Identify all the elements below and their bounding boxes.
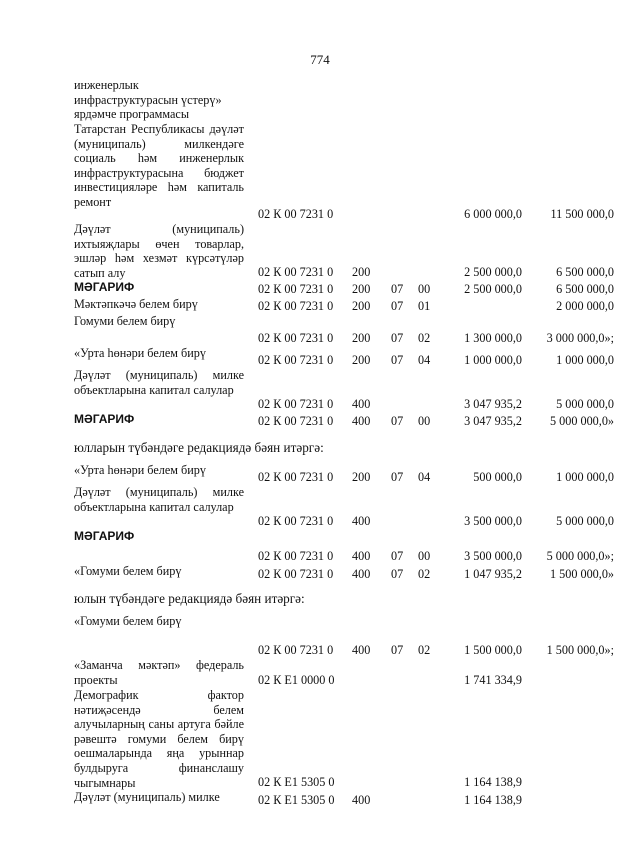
subsection-cell: 04 <box>418 353 431 368</box>
expense-type-cell: 400 <box>352 397 371 412</box>
expense-type-cell: 200 <box>352 299 371 314</box>
budget-code-cell: 02 К 00 7231 0 <box>258 470 334 485</box>
budget-code-cell: 02 К 00 7231 0 <box>258 567 334 582</box>
amount-year1-cell: 1 047 935,2 <box>464 567 522 582</box>
amount-year1-cell: 3 047 935,2 <box>464 397 522 412</box>
row-name: Демографик фактор нәтиҗәсендә белем алучыларның саны артуга бәйле рәвештә гомуми белем бирү оешмаларында яңа урыннар булдыруга финанслашу чыгымнары <box>74 688 244 790</box>
amount-year2-cell: 1 000 000,0 <box>556 470 614 485</box>
row-name: «Урта һөнәри белем бирү <box>74 463 206 477</box>
row-name: Дәүләт (муниципаль) милке объектларына капитал салулар <box>74 368 244 397</box>
amount-year2-cell: 6 500 000,0 <box>556 265 614 280</box>
instruction-note <box>0 429 640 463</box>
table-row <box>0 658 640 688</box>
section-cell: 07 <box>391 299 404 314</box>
row-name: Татарстан Республикасы дәүләт (муниципаль) милкендәге социаль һәм инженерлык инфраструктурасына бюджет инвестицияләре һәм капиталь ремонт <box>74 122 244 209</box>
budget-code-cell: 02 К Е1 5305 0 <box>258 793 335 808</box>
amount-year2-cell: 5 000 000,0 <box>556 397 614 412</box>
budget-code-cell: 02 К 00 7231 0 <box>258 549 334 564</box>
budget-code-cell: 02 К 00 7231 0 <box>258 397 334 412</box>
amount-year2-cell: 2 000 000,0 <box>556 299 614 314</box>
subsection-cell: 00 <box>418 282 431 297</box>
row-name: Мәктәпкәчә белем бирү <box>74 297 198 311</box>
section-cell: 07 <box>391 353 404 368</box>
budget-code-cell: 02 К 00 7231 0 <box>258 265 334 280</box>
amount-year2-cell: 6 500 000,0 <box>556 282 614 297</box>
row-name: «Гомуми белем бирү <box>74 564 182 578</box>
expense-type-cell: 400 <box>352 549 371 564</box>
budget-code-cell: 02 К Е1 0000 0 <box>258 673 335 688</box>
expense-type-cell: 400 <box>352 793 371 808</box>
row-name: «Урта һөнәри белем бирү <box>74 346 206 360</box>
budget-code-cell: 02 К 00 7231 0 <box>258 353 334 368</box>
table-row <box>0 688 640 790</box>
subsection-cell: 04 <box>418 470 431 485</box>
table-row <box>0 222 640 280</box>
table-row <box>0 297 640 314</box>
amount-year1-cell: 2 500 000,0 <box>464 282 522 297</box>
row-name: МӘГАРИФ <box>74 412 135 426</box>
table-row <box>0 790 640 808</box>
section-cell: 07 <box>391 549 404 564</box>
table-row <box>0 412 640 429</box>
budget-code-cell: 02 К 00 7231 0 <box>258 331 334 346</box>
budget-code-cell: 02 К 00 7231 0 <box>258 207 334 222</box>
section-cell: 07 <box>391 331 404 346</box>
row-name: Дәүләт (муниципаль) ихтыяҗлары өчен товарлар, эшләр һәм хезмәт күрсәтүләр сатып алу <box>74 222 244 280</box>
table-row <box>0 529 640 564</box>
amount-year1-cell: 6 000 000,0 <box>464 207 522 222</box>
budget-code-cell: 02 К 00 7231 0 <box>258 299 334 314</box>
amount-year1-cell: 1 500 000,0 <box>464 643 522 658</box>
row-name: МӘГАРИФ <box>74 529 135 543</box>
budget-code-cell: 02 К 00 7231 0 <box>258 643 334 658</box>
row-name: Гомуми белем бирү <box>74 314 176 328</box>
budget-code-cell: 02 К 00 7231 0 <box>258 414 334 429</box>
amount-year2-cell: 1 000 000,0 <box>556 353 614 368</box>
note-text: юлларын түбәндәге редакциядә бәян итәргә: <box>74 440 324 455</box>
expense-type-cell: 400 <box>352 414 371 429</box>
row-name: МӘГАРИФ <box>74 280 135 294</box>
section-cell: 07 <box>391 643 404 658</box>
budget-code-cell: 02 К Е1 5305 0 <box>258 775 335 790</box>
table-row <box>0 614 640 658</box>
amount-year2-cell: 1 500 000,0» <box>550 567 614 582</box>
amount-year1-cell: 1 300 000,0 <box>464 331 522 346</box>
amount-year1-cell: 2 500 000,0 <box>464 265 522 280</box>
table-row <box>0 368 640 412</box>
subsection-cell: 02 <box>418 567 431 582</box>
instruction-note <box>0 582 640 614</box>
row-name: «Гомуми белем бирү <box>74 614 182 628</box>
subsection-cell: 02 <box>418 331 431 346</box>
budget-code-cell: 02 К 00 7231 0 <box>258 514 334 529</box>
table-row <box>0 564 640 582</box>
subsection-cell: 02 <box>418 643 431 658</box>
subsection-cell: 00 <box>418 549 431 564</box>
row-name: инженерлык инфраструктурасын үстерү» ярдәмче программасы <box>74 78 222 122</box>
expense-type-cell: 200 <box>352 331 371 346</box>
table-row <box>0 346 640 368</box>
amount-year1-cell: 3 047 935,2 <box>464 414 522 429</box>
amount-year2-cell: 5 000 000,0»; <box>546 549 614 564</box>
table-row <box>0 463 640 485</box>
amount-year2-cell: 3 000 000,0»; <box>546 331 614 346</box>
amount-year1-cell: 1 000 000,0 <box>464 353 522 368</box>
section-cell: 07 <box>391 282 404 297</box>
expense-type-cell: 400 <box>352 514 371 529</box>
amount-year2-cell: 1 500 000,0»; <box>546 643 614 658</box>
budget-code-cell: 02 К 00 7231 0 <box>258 282 334 297</box>
amount-year2-cell: 5 000 000,0» <box>550 414 614 429</box>
table-row <box>0 314 640 346</box>
section-cell: 07 <box>391 567 404 582</box>
expense-type-cell: 200 <box>352 470 371 485</box>
page-number: 774 <box>310 52 330 67</box>
table-row <box>0 78 640 122</box>
amount-year2-cell: 5 000 000,0 <box>556 514 614 529</box>
subsection-cell: 00 <box>418 414 431 429</box>
row-name: «Заманча мәктәп» федераль проекты <box>74 658 244 687</box>
subsection-cell: 01 <box>418 299 431 314</box>
section-cell: 07 <box>391 470 404 485</box>
amount-year2-cell: 11 500 000,0 <box>550 207 614 222</box>
amount-year1-cell: 1 164 138,9 <box>464 793 522 808</box>
row-name: Дәүләт (муниципаль) милке объектларына капитал салулар <box>74 485 244 514</box>
note-text: юлын түбәндәге редакциядә бәян итәргә: <box>74 591 305 606</box>
expense-type-cell: 400 <box>352 643 371 658</box>
table-row <box>0 280 640 297</box>
expense-type-cell: 400 <box>352 567 371 582</box>
amount-year1-cell: 1 164 138,9 <box>464 775 522 790</box>
amount-year1-cell: 1 741 334,9 <box>464 673 522 688</box>
table-row <box>0 122 640 222</box>
row-name: Дәүләт (муниципаль) милке <box>74 790 220 804</box>
expense-type-cell: 200 <box>352 353 371 368</box>
amount-year1-cell: 3 500 000,0 <box>464 549 522 564</box>
table-row <box>0 485 640 529</box>
expense-type-cell: 200 <box>352 265 371 280</box>
expense-type-cell: 200 <box>352 282 371 297</box>
amount-year1-cell: 500 000,0 <box>473 470 522 485</box>
amount-year1-cell: 3 500 000,0 <box>464 514 522 529</box>
budget-table <box>0 78 640 808</box>
section-cell: 07 <box>391 414 404 429</box>
